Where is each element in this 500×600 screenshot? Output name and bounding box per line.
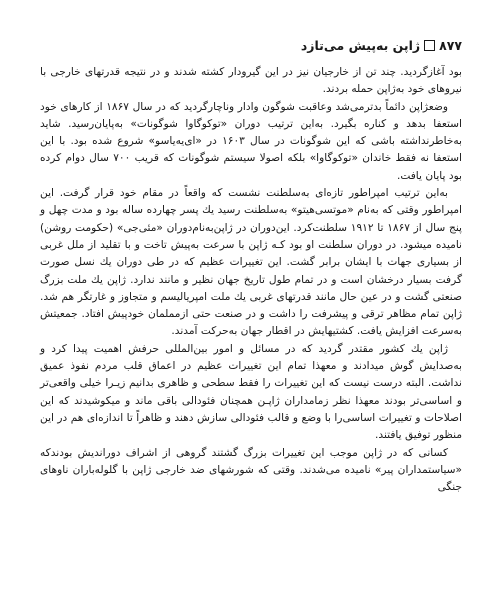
- square-ornament-icon: [424, 40, 435, 51]
- paragraph: وضعژاپن دائماً بدترمی‌شد وعاقبت شوگون وادار وناچارگردید که در سال ۱۸۶۷ از کارهای خود استعفا بدهد و کناره بگیرد. بەاین ترتیب دوران «توکوگاوا شوگونات» بەپایان‌رسید. شاید بەخاطرنداشته باشی که این شوگونات در سال ۱۶۰۳ در «ای‌یەیاسو» شروع شده بود. با این استعفا نه فقط خاندان «توکوگاوا» بلکه اصولا سیستم شوگونات که قریب ۷۰۰ سال دوام کرده بود پایان یافت.: [40, 100, 463, 182]
- body-text: [40, 64, 462, 496]
- running-title: ژاپن بەپیش می‌تازد: [300, 37, 421, 53]
- paragraph: ژاپن یك کشور مقتدر گردید که در مسائل و امور بین‌المللی حرفش اهمیت پیدا کرد و بەصدایش گوش میدادند و معهذا تمام این تغییرات عظیم در اعماق قلب مردم نفوذ عمیق نداشت. البته درست نیست که این تغییرات را فقط سطحی و ظاهری بدانیم زیـرا خیلی واقعی‌تر و اساسی‌تر بودند معهذا نظر زمامداران ژاپـن همچنان فئودالی باقی ماند و میکوشیدند که این اصلاحات و تغییرات اساسی‌را با وضع و قالب فئودالی سازش دهند و ظاهراً تا اندازه‌ای هم در این منظور توفیق یافتند.: [40, 342, 462, 442]
- page-number: ۸۷۷: [439, 37, 462, 53]
- paragraph: کسانی که در ژاپن موجب این تغییرات بزرگ گشتند گروهی از اشراف دوراندیش بودندکه «سیاستمداران پیر» نامیده می‌شدند. وقتی که شورشهای ضد خارجی ژاپن با گلوله‌باران ناوهای جنگی: [40, 446, 462, 494]
- paragraph: بەاین ترتیب امپراطور تازه‌ای بەسلطنت نشست که واقعاً در مقام خود قرار گرفت. این امپراطور وقتی که بەنام «موتسی‌هیتو» بەسلطنت رسید یك پسر چهارده ساله بود و مدت چهل و پنج سال از ۱۸۶۷ تا ۱۹۱۲ سلطنت‌کرد. این‌دوران در ژاپن‌بەنام‌دوران «مئی‌جی» (حکومت روشن) نامیده میشود. در دوران سلطنت او بود کـه ژاپن با سرعت بەپیش تاخت و با تقلید از ملل غربی از بسیاری جهات با ایشان برابر گشت. این تغییرات عظیم که در طی دوران یك نسل صورت گرفت بسیار درخشان است و در تمام طول تاریخ جهان نظیر و مانند ندارد. ژاپن یك ملت بزرگ صنعتی گشت و در عین حال مانند قدرتهای غربی یك ملت امپریالیسم و متجاوز و غارتگر هم شد. ژاپن تمام مظاهر ترقی و پیشرفت را داشت و در صنعت حتی ازمملمان خودپیش افتاد. جمعیتش بەسرعت افزایش یافت. کشتیهایش در اقطار جهان بەحرکت آمدند.: [40, 187, 462, 338]
- paragraph: بود آغازگردید. چند تن از خارجیان نیز در این گیرودار کشته شدند و در نتیجه قدرتهای خارجی با نیروهای خود بەژاپن حمله بردند.: [40, 66, 462, 96]
- running-header: [40, 36, 462, 54]
